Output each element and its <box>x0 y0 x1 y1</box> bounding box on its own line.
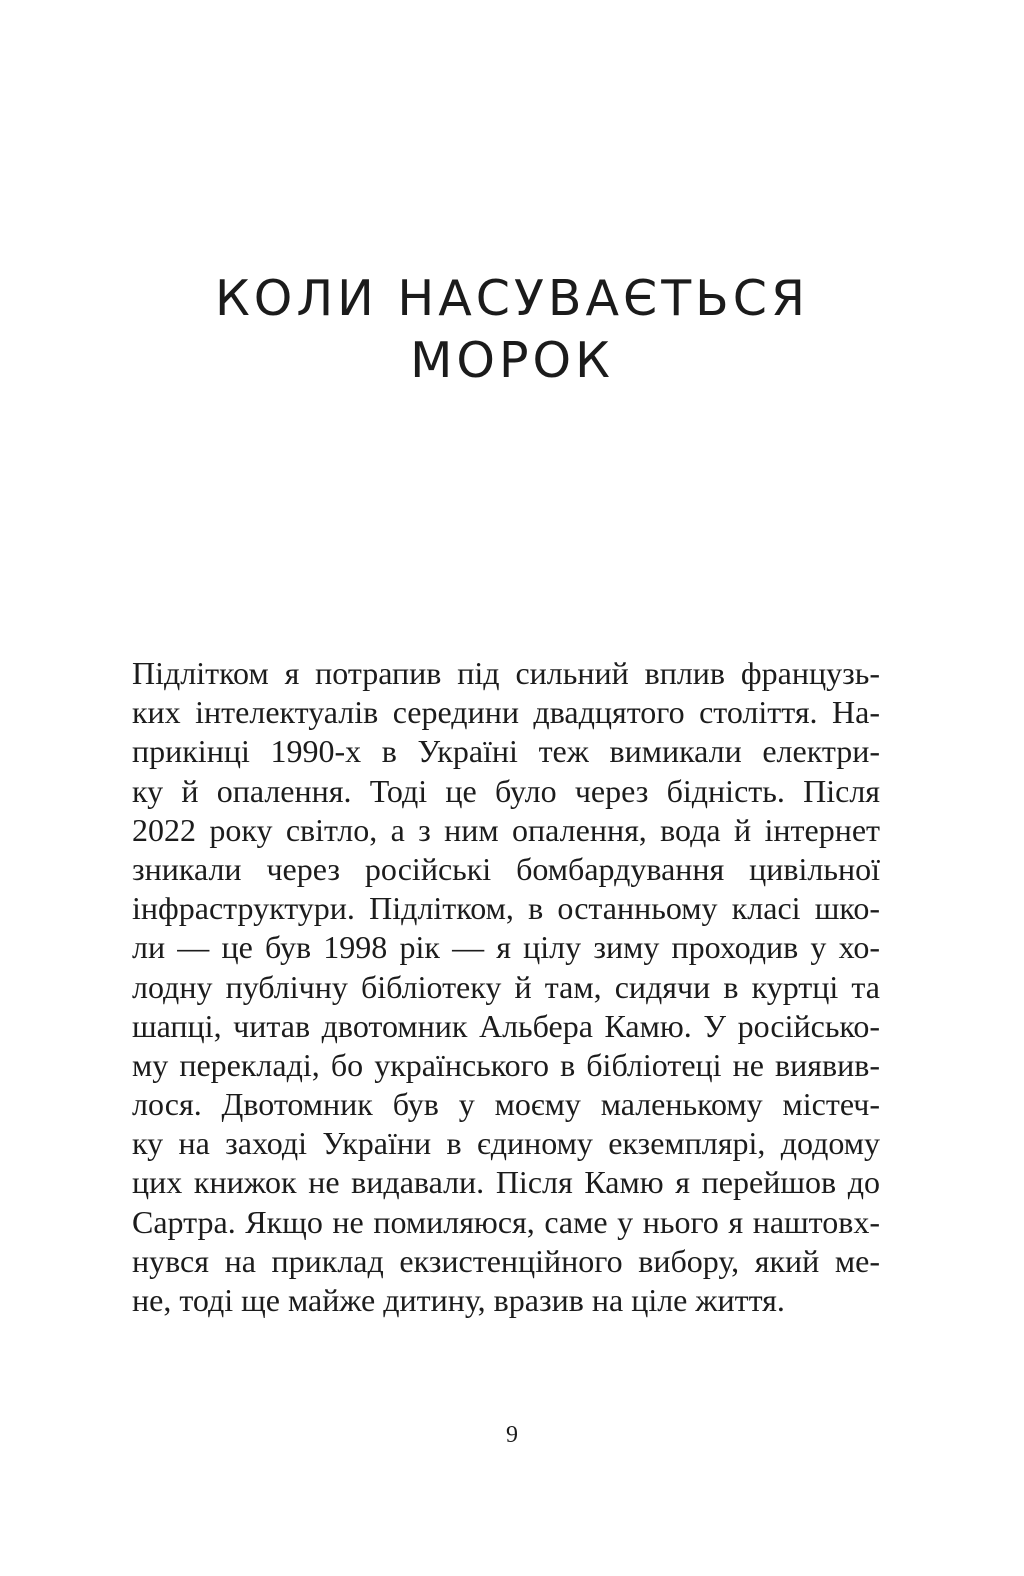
text-line: не, тоді ще майже дитину, вразив на ціле життя. <box>132 1282 785 1318</box>
text-line: ку й опалення. Тоді це було через бідність. Після <box>132 772 880 809</box>
text-line: зникали через російські бомбардування цивільної <box>132 850 880 887</box>
text-line: лося. Двотомник був у моєму маленькому містеч- <box>132 1086 880 1123</box>
text-line: Сартра. Якщо не помиляюся, саме у нього я наштовх- <box>132 1203 880 1240</box>
chapter-title <box>0 268 1024 392</box>
text-line: ли — це був 1998 рік — я цілу зиму проходив у хо- <box>132 929 880 966</box>
body-paragraph <box>132 654 880 1320</box>
chapter-title-line-1: КОЛИ НАСУВАЄТЬСЯ <box>214 270 810 327</box>
text-line: Підлітком я потрапив під сильний вплив французь- <box>132 655 880 691</box>
text-line: шапці, читав двотомник Альбера Камю. У російсько- <box>132 1007 880 1044</box>
text-line: прикінці 1990-х в Україні теж вимикали електри- <box>132 733 880 770</box>
text-line: 2022 року світло, а з ним опалення, вода й інтернет <box>132 811 880 848</box>
text-line: нувся на приклад екзистенційного вибору, який ме- <box>132 1242 880 1279</box>
text-line: ку на заході України в єдиному екземплярі, додому <box>132 1125 880 1162</box>
text-line: му перекладі, бо українського в бібліотеці не виявив- <box>132 1046 880 1083</box>
text-line: цих книжок не видавали. Після Камю я перейшов до <box>132 1164 880 1201</box>
text-line: ких інтелектуалів середини двадцятого століття. На- <box>132 694 880 731</box>
text-line: інфраструктури. Підлітком, в останньому класі шко- <box>132 890 880 927</box>
chapter-title-line-2: МОРОК <box>410 332 614 389</box>
page-number: 9 <box>506 1422 518 1448</box>
text-line: лодну публічну бібліотеку й там, сидячи в куртці та <box>132 968 880 1005</box>
